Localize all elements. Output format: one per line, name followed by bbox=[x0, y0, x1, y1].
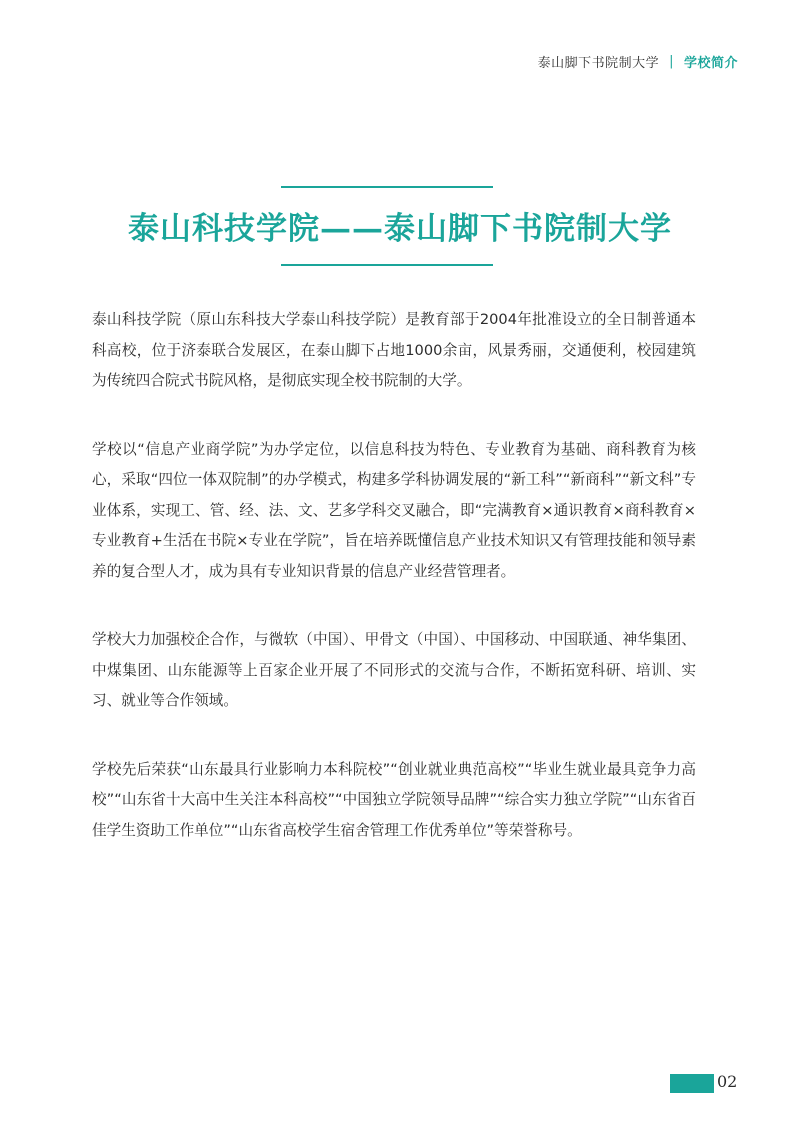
running-header bbox=[538, 52, 738, 71]
header-section-name: 学校简介 bbox=[683, 56, 738, 71]
page-number: 02 bbox=[717, 1072, 738, 1091]
header-school-name: 泰山脚下书院制大学 bbox=[537, 56, 660, 71]
paragraph-cooperation: 学校大力加强校企合作，与微软（中国）、甲骨文（中国）、中国移动、中国联通、神华集团、中煤集团、山东能源等上百家企业开展了不同形式的交流与合作，不断拓宽科研、培训、实习、就业等合作领域。 bbox=[92, 631, 696, 709]
paragraph-honors: 学校先后荣获“山东最具行业影响力本科院校”“创业就业典范高校”“毕业生就业最具竞争力高校”“山东省十大高中生关注本科高校”“中国独立学院领导品牌”“综合实力独立学院”“山东省百佳学生资助工作单位”“山东省高校学生宿舍管理工作优秀单位”等荣誉称号。 bbox=[92, 760, 696, 839]
paragraph-intro: 泰山科技学院（原山东科技大学泰山科技学院）是教育部于2004年批准设立的全日制普通本科高校，位于济泰联合发展区，在泰山脚下占地1000余亩，风景秀丽，交通便利，校园建筑为传统四合院式书院风格，是彻底实现全校书院制的大学。 bbox=[92, 311, 696, 389]
body-text bbox=[92, 305, 696, 884]
page-number-tab bbox=[670, 1074, 714, 1093]
title-rule-top bbox=[281, 186, 493, 188]
paragraph-positioning: 学校以“信息产业商学院”为办学定位，以信息科技为特色、专业教育为基础、商科教育为核心，采取“四位一体双院制”的办学模式，构建多学科协调发展的“新工科”“新商科”“新文科”专业体系，实现工、管、经、法、文、艺多学科交叉融合，即“完满教育×通识教育×商科教育×专业教育+生活在书院×专业在学院”，旨在培养既懂信息产业技术知识又有管理技能和领导素养的复合型人才，成为具有专业知识背景的信息产业经营管理者。 bbox=[92, 440, 696, 580]
title-rule-bottom bbox=[281, 264, 493, 266]
page-title: 泰山科技学院——泰山脚下书院制大学 bbox=[128, 211, 672, 247]
header-separator: | bbox=[669, 54, 674, 69]
